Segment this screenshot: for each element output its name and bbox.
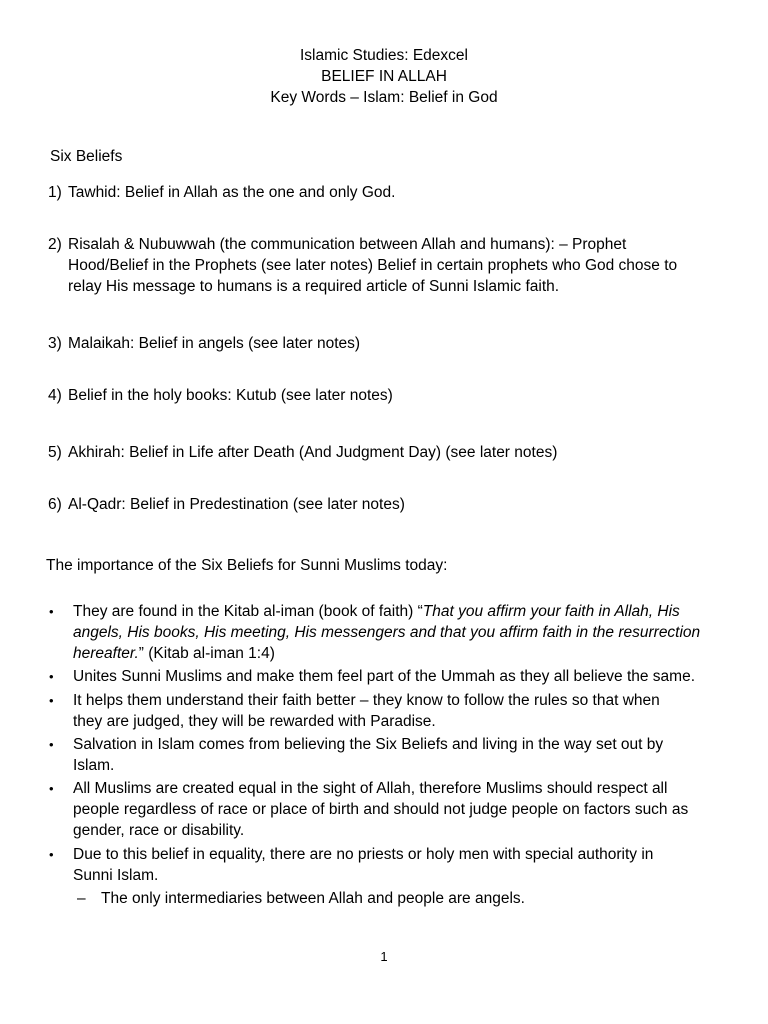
doc-subtitle: Key Words – Islam: Belief in God: [270, 89, 498, 106]
belief-text: Akhirah: Belief in Life after Death (And Judgment Day) (see later notes): [68, 444, 558, 461]
bullet-text-line: they are judged, they will be rewarded with Paradise.: [73, 713, 436, 730]
bullet-text-line: All Muslims are created equal in the sight of Allah, therefore Muslims should respect all: [73, 780, 668, 797]
belief-text-line: Hood/Belief in the Prophets (see later notes) Belief in certain prophets who God chose to: [68, 257, 678, 274]
bullet-text-line: [73, 643, 723, 664]
bullet-text-line: [73, 622, 723, 643]
bullet-marker: •: [49, 669, 54, 684]
belief-text-line: relay His message to humans is a required article of Sunni Islamic faith.: [68, 278, 560, 295]
dash-marker: –: [77, 890, 86, 907]
sub-bullet-text: The only intermediaries between Allah and people are angels.: [101, 890, 525, 907]
belief-text: Malaikah: Belief in angels (see later notes): [68, 335, 361, 352]
bullet-marker: •: [49, 604, 54, 619]
list-number: 2): [48, 236, 62, 253]
quote-text: That you affirm your faith in Allah, His: [422, 603, 680, 620]
list-number: 5): [48, 444, 62, 461]
list-number: 3): [48, 335, 62, 352]
belief-text-line: Risalah & Nubuwwah (the communication between Allah and humans): – Prophet: [68, 236, 627, 253]
bullet-text-line: people regardless of race or place of birth and should not judge people on factors such as: [73, 801, 689, 818]
doc-course-title: Islamic Studies: Edexcel: [300, 47, 468, 64]
bullet-text-line: Sunni Islam.: [73, 867, 159, 884]
bullet-text-line: Due to this belief in equality, there are no priests or holy men with special authority in: [73, 846, 654, 863]
bullet-text-line: Islam.: [73, 757, 115, 774]
bullet-text-line: Salvation in Islam comes from believing the Six Beliefs and living in the way set out by: [73, 736, 664, 753]
list-number: 6): [48, 496, 62, 513]
list-number: 1): [48, 184, 62, 201]
bullet-marker: •: [49, 847, 54, 862]
bullet-marker: •: [49, 781, 54, 796]
belief-text: Belief in the holy books: Kutub (see later notes): [68, 387, 393, 404]
bullet-text-line: [73, 601, 723, 622]
bullet-marker: •: [49, 737, 54, 752]
importance-heading: The importance of the Six Beliefs for Sunni Muslims today:: [46, 557, 448, 574]
quote-text: angels, His books, His meeting, His messengers and that you affirm faith in the resurrection: [73, 624, 701, 641]
list-number: 4): [48, 387, 62, 404]
bullet-text-plain: They are found in the Kitab al-iman (book of faith) “: [73, 603, 423, 620]
bullet-marker: •: [49, 693, 54, 708]
quote-text: hereafter.: [73, 645, 139, 662]
belief-text: Al-Qadr: Belief in Predestination (see later notes): [68, 496, 405, 513]
bullet-text-line: Unites Sunni Muslims and make them feel part of the Ummah as they all believe the same.: [73, 668, 696, 685]
citation-text: ” (Kitab al-iman 1:4): [138, 645, 275, 662]
doc-topic-title: BELIEF IN ALLAH: [321, 68, 447, 85]
bullet-text-line: gender, race or disability.: [73, 822, 245, 839]
six-beliefs-heading: Six Beliefs: [50, 148, 123, 165]
bullet-text-line: It helps them understand their faith better – they know to follow the rules so that when: [73, 692, 660, 709]
belief-text: Tawhid: Belief in Allah as the one and only God.: [68, 184, 396, 201]
page-number: 1: [380, 949, 388, 964]
